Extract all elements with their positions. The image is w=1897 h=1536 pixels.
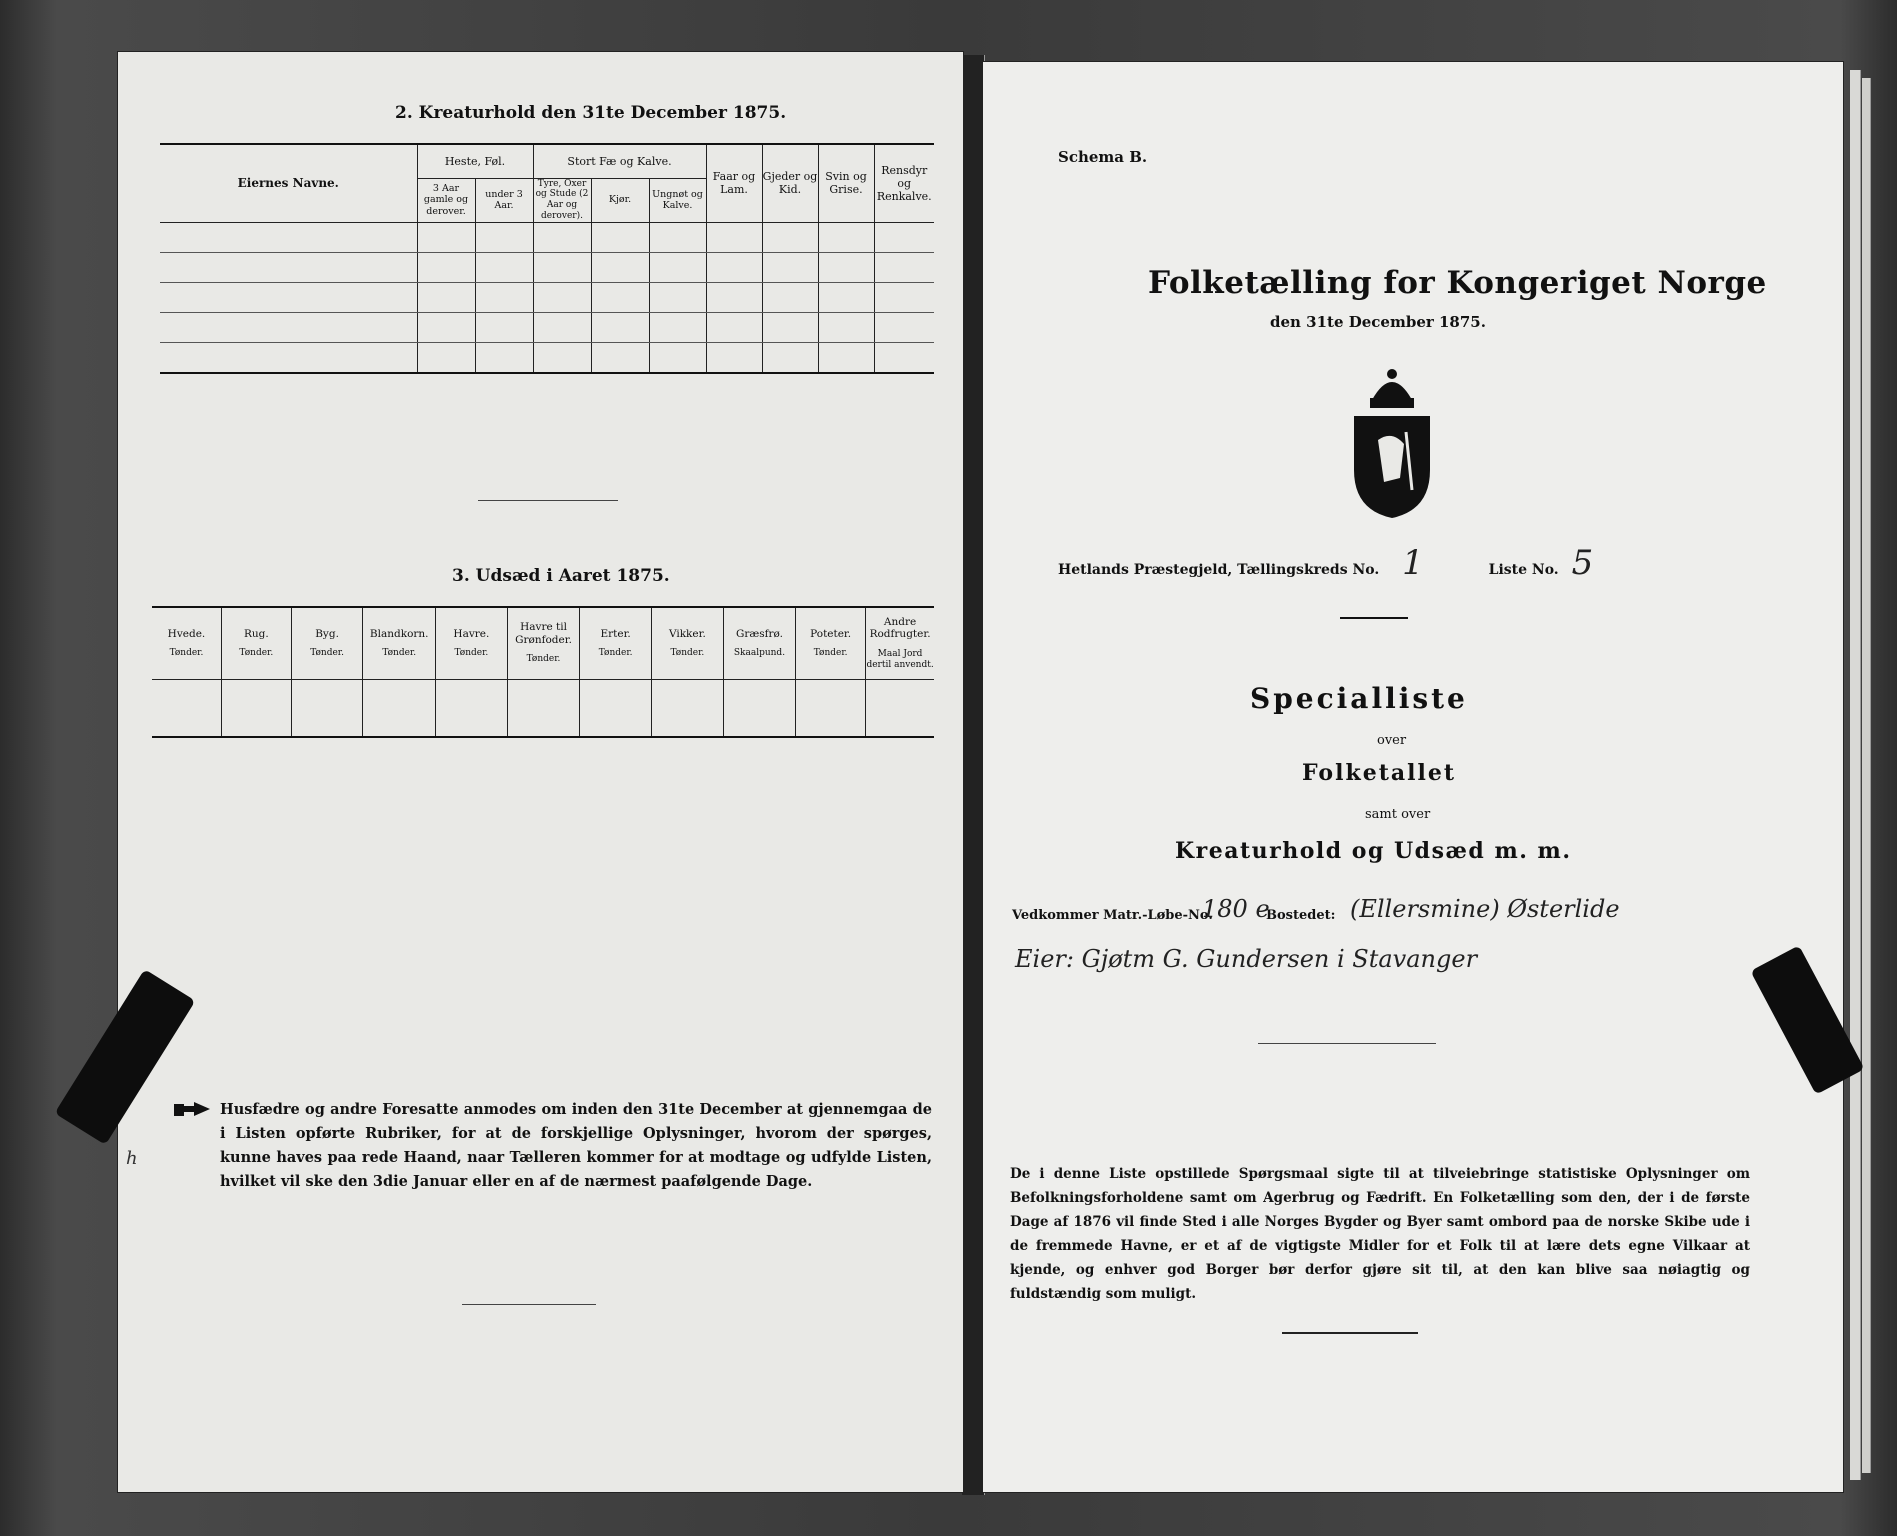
district-line xyxy=(1058,543,1593,583)
table-row xyxy=(160,222,934,252)
sowing-col-unit: Tønder. xyxy=(598,648,633,659)
divider xyxy=(1282,1332,1418,1334)
census-date: den 31te December 1875. xyxy=(1270,313,1486,331)
bosted-value: (Ellersmine) Østerlide xyxy=(1350,895,1620,923)
sowing-cell xyxy=(796,679,866,737)
bosted-label: Bostedet: xyxy=(1266,908,1336,923)
sowing-heading: 3. Udsæd i Aaret 1875. xyxy=(452,566,670,586)
cattle-header: Stort Fæ og Kalve. xyxy=(533,144,706,178)
livestock-table xyxy=(160,143,934,374)
table-row xyxy=(160,312,934,342)
district-label: Tællingskreds No. xyxy=(1237,562,1380,578)
sowing-col-name: Hvede. xyxy=(167,627,206,640)
cows-header: Kjør. xyxy=(591,178,649,222)
sowing-col-header xyxy=(796,607,866,679)
sowing-col-unit: Tønder. xyxy=(239,648,274,659)
sowing-col-unit: Tønder. xyxy=(670,648,705,659)
sowing-col-unit: Skaalpund. xyxy=(733,648,786,659)
divider xyxy=(462,1304,596,1305)
sowing-cell xyxy=(221,679,291,737)
sowing-col-name: Havre til Grønfoder. xyxy=(515,621,572,646)
sowing-col-name: Græsfrø. xyxy=(735,627,783,640)
sowing-cell xyxy=(723,679,795,737)
page-edge xyxy=(1850,70,1861,1480)
sowing-col-header xyxy=(580,607,652,679)
owner-header: Eiernes Navne. xyxy=(160,144,417,222)
sowing-col-header xyxy=(435,607,507,679)
sowing-col-name: Byg. xyxy=(315,627,339,640)
sowing-col-header xyxy=(507,607,579,679)
sowing-cell xyxy=(507,679,579,737)
household-notice: Husfædre og andre Foresatte anmodes om inden den 31te December at gjennemgaa de i Listen opførte Rubriker, for at de forskjellige Oplysninger, hvorom der spørges, kunne haves paa rede Haand, naar Tælleren kommer for at modtage og udfylde Listen, hvilket vil ske den 3die Januar eller en af de nærmest paafølgende Dage. xyxy=(220,1101,932,1190)
sowing-col-header xyxy=(866,607,934,679)
sowing-col-name: Erter. xyxy=(600,627,631,640)
livestock-heading: 2. Kreaturhold den 31te December 1875. xyxy=(395,103,787,123)
bulls-header: Tyre, Oxer og Stude (2 Aar og derover). xyxy=(533,178,591,222)
pigs-header: Svin og Grise. xyxy=(818,144,874,222)
sowing-col-unit: Tønder. xyxy=(382,648,417,659)
margin-mark: h xyxy=(126,1148,138,1169)
page-title: Folketælling for Kongeriget Norge xyxy=(1148,265,1767,301)
sowing-col-header xyxy=(363,607,436,679)
sowing-cell xyxy=(363,679,436,737)
book-gutter xyxy=(962,55,985,1495)
district-number: 1 xyxy=(1402,543,1424,583)
folketallet-heading: Folketallet xyxy=(1302,760,1456,786)
sowing-col-unit: Maal Jord dertil anvendt. xyxy=(866,649,934,670)
samt-over-text: samt over xyxy=(1365,807,1431,822)
list-number: 5 xyxy=(1571,543,1594,583)
sowing-col-unit: Tønder. xyxy=(813,648,848,659)
sowing-col-unit: Tønder. xyxy=(169,648,204,659)
sowing-cell xyxy=(291,679,363,737)
table-row xyxy=(160,342,934,373)
horses-young-header: under 3 Aar. xyxy=(475,178,533,222)
table-header-row xyxy=(152,607,934,679)
sowing-col-name: Poteter. xyxy=(810,627,852,640)
horses-header: Heste, Føl. xyxy=(417,144,533,178)
sowing-col-unit: Tønder. xyxy=(526,654,561,665)
sowing-col-name: Blandkorn. xyxy=(369,627,429,640)
sowing-cell xyxy=(651,679,723,737)
divider xyxy=(1340,617,1408,619)
young-cattle-header: Ungnøt og Kalve. xyxy=(649,178,706,222)
sowing-cell xyxy=(866,679,934,737)
sowing-col-header xyxy=(291,607,363,679)
sowing-table xyxy=(152,606,934,738)
sowing-col-name: Vikker. xyxy=(668,627,706,640)
list-label: Liste No. xyxy=(1488,562,1559,578)
over-text: over xyxy=(1377,733,1407,748)
sheep-header: Faar og Lam. xyxy=(706,144,762,222)
sowing-col-unit: Tønder. xyxy=(454,648,489,659)
divider xyxy=(1258,1043,1436,1044)
table-row xyxy=(160,282,934,312)
sowing-cell xyxy=(435,679,507,737)
coat-of-arms-icon xyxy=(1348,360,1436,520)
divider xyxy=(478,500,618,501)
sowing-col-header xyxy=(723,607,795,679)
specialliste-heading: Specialliste xyxy=(1250,682,1468,715)
kreaturhold-heading: Kreaturhold og Udsæd m. m. xyxy=(1175,838,1572,864)
table-row xyxy=(152,679,934,737)
sowing-col-header xyxy=(651,607,723,679)
sowing-col-name: Andre Rodfrugter. xyxy=(869,615,931,641)
pointing-hand-icon xyxy=(172,1100,212,1120)
reindeer-header: Rensdyr og Renkalve. xyxy=(874,144,934,222)
table-row xyxy=(160,252,934,282)
goats-header: Gjeder og Kid. xyxy=(762,144,818,222)
sowing-cell xyxy=(580,679,652,737)
sowing-col-name: Havre. xyxy=(453,627,490,640)
page-edge xyxy=(1862,78,1871,1473)
matrikkel-label: Vedkommer Matr.-Løbe-No. xyxy=(1012,908,1213,923)
sowing-col-header xyxy=(221,607,291,679)
census-purpose-text: De i denne Liste opstillede Spørgsmaal sigte til at tilveiebringe statistiske Oplysninger om Befolkningsforholdene samt om Agerbrug og Fædrift. En Folketælling som den, der i de første Dage af 1876 vil finde Sted i alle Norges Bygder og Byer samt ombord paa de norske Skibe ude i de fremmede Havne, er et af de vigtigste Midler for et Folk til at lære dets egne Vilkaar at kjende, og enhver god Borger bør derfor gjøre sit til, at den kan blive saa nøiagtig og fuldstændig som muligt. xyxy=(1010,1166,1750,1302)
sowing-col-name: Rug. xyxy=(243,627,269,640)
owner-line: Eier: Gjøtm G. Gundersen i Stavanger xyxy=(1015,945,1478,973)
horses-old-header: 3 Aar gamle og derover. xyxy=(417,178,475,222)
sowing-col-header xyxy=(152,607,221,679)
schema-label: Schema B. xyxy=(1058,148,1148,166)
parish-name: Hetlands Præstegjeld, xyxy=(1058,562,1233,578)
sowing-cell xyxy=(152,679,221,737)
matrikkel-number: 180 e xyxy=(1202,895,1270,923)
sowing-col-unit: Tønder. xyxy=(310,648,344,659)
